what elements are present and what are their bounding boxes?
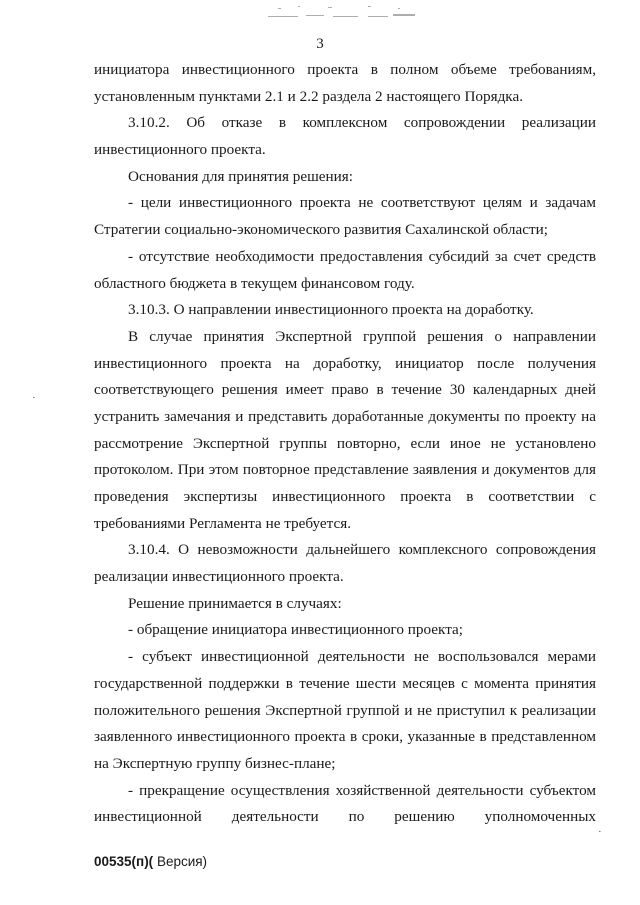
text-line: инвестиционного проекта.: [94, 141, 266, 159]
section-heading: 3.10.2. Об отказе в комплексном сопровождении реализации: [128, 114, 596, 132]
text-line: проведения экспертизы инвестиционного проекта в соответствии с: [94, 488, 596, 505]
text-line: областного бюджета в текущем финансовом году.: [94, 274, 415, 292]
scan-noise-header: [258, 4, 428, 24]
document-body: [94, 57, 596, 831]
text-line: Стратегии социально-экономического развития Сахалинской области;: [94, 221, 548, 239]
text-line: положительного решения Экспертной группой и не приступил к реализации: [94, 701, 596, 719]
text-line: В случае принятия Экспертной группой решения о направлении: [128, 327, 596, 345]
scan-speck: ·: [598, 826, 602, 838]
footer-version: Версия): [153, 854, 208, 869]
text-line: рассмотрение Экспертной группы повторно, если иное не установлено: [94, 434, 596, 452]
text-line: инвестиционного проекта на доработку, инициатор после получения: [94, 354, 596, 372]
text-line: реализации инвестиционного проекта.: [94, 568, 344, 586]
list-item: - цели инвестиционного проекта не соответствуют целям и задачам: [128, 194, 596, 212]
text-line: Решение принимается в случаях:: [128, 594, 342, 612]
page-number: 3: [316, 36, 324, 52]
scan-speck: ·: [32, 392, 36, 404]
text-line: требованиями Регламента не требуется.: [94, 514, 352, 532]
text-line: установленным пунктами 2.1 и 2.2 раздела 2 настоящего Порядка.: [94, 87, 523, 105]
list-item: - обращение инициатора инвестиционного проекта;: [128, 621, 463, 639]
list-item: - субъект инвестиционной деятельности не воспользовался мерами: [128, 648, 596, 666]
list-item: - отсутствие необходимости предоставления субсидий за счет средств: [128, 247, 596, 265]
section-heading: 3.10.3. О направлении инвестиционного проекта на доработку.: [128, 301, 534, 319]
list-item: - прекращение осуществления хозяйственной деятельности субъектом: [128, 781, 596, 799]
footer-version-code: [94, 854, 207, 869]
text-line: соответствующего решения имеет право в течение 30 календарных дней: [94, 381, 596, 399]
text-line: заявленного инвестиционного проекта в сроки, указанные в представленном: [94, 728, 596, 746]
text-line: устранить замечания и представить доработанные документы по проекту на: [94, 407, 596, 425]
footer-code: 00535(п)(: [94, 854, 154, 869]
text-line: протоколом. При этом повторное представление заявления и документов для: [94, 461, 596, 479]
text-line: инвестиционной деятельности по решению уполномоченных: [94, 808, 596, 826]
section-heading: 3.10.4. О невозможности дальнейшего комплексного сопровождения: [128, 541, 596, 559]
text-line: на Экспертную группу бизнес-плане;: [94, 754, 336, 772]
text-line: Основания для принятия решения:: [128, 167, 354, 185]
text-line: инициатора инвестиционного проекта в полном объеме требованиям,: [94, 61, 596, 78]
text-line: государственной поддержки в течение шести месяцев с момента принятия: [94, 674, 596, 692]
